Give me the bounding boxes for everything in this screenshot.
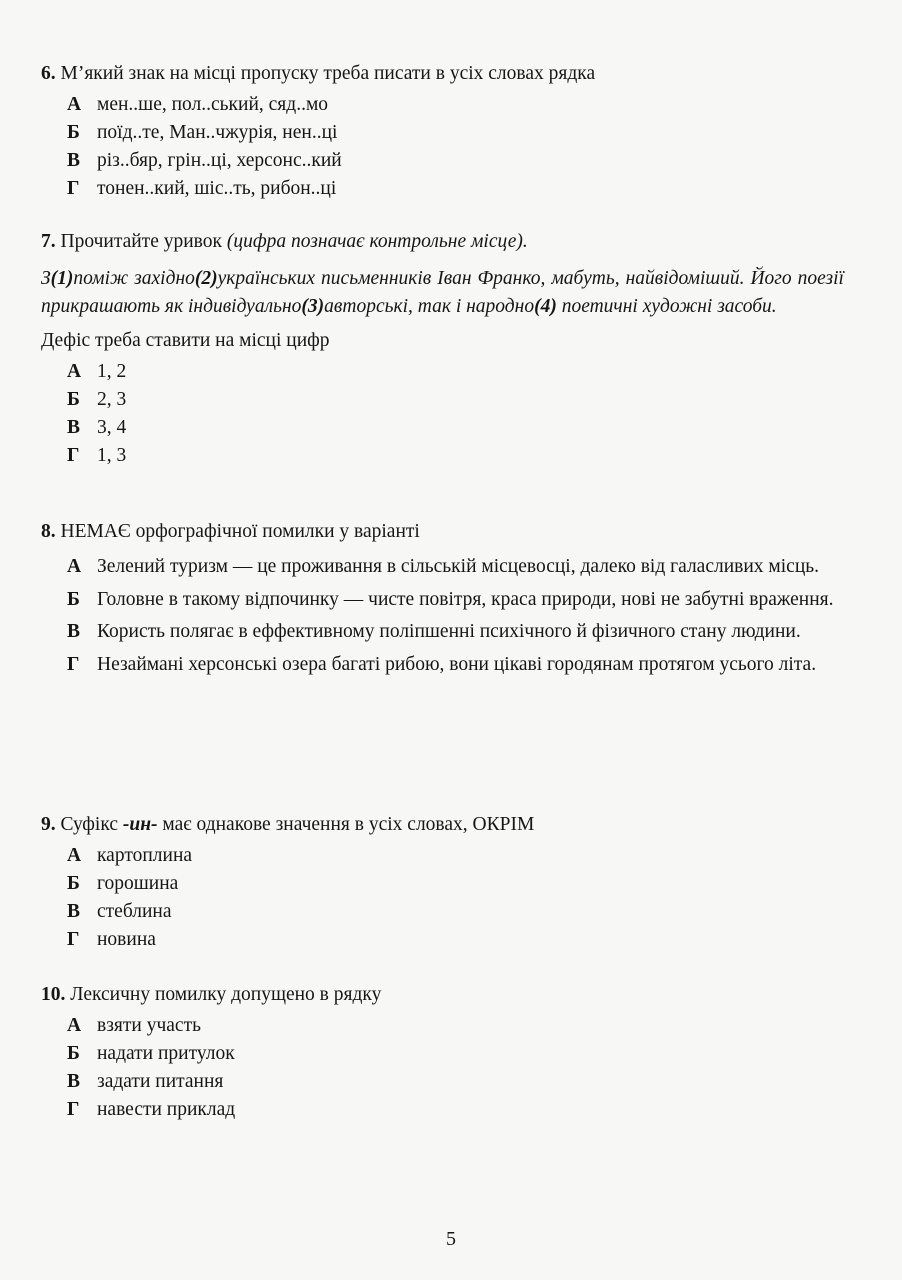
option-text: 1, 3	[97, 445, 127, 466]
question-title	[41, 982, 844, 1008]
option-h	[41, 1096, 844, 1124]
passage-text: авторські, так і народно	[324, 295, 535, 317]
option-letter: Б	[67, 1043, 80, 1064]
question-number: 9.	[41, 814, 56, 835]
option-letter: Б	[67, 873, 80, 894]
option-h	[41, 442, 844, 470]
question-title	[41, 812, 844, 838]
passage-text: З	[41, 268, 51, 289]
option-letter: В	[67, 150, 81, 171]
option-h	[41, 653, 844, 678]
option-letter: А	[67, 556, 82, 577]
question-note: (цифра позначає контрольне місце).	[226, 231, 528, 252]
option-a	[41, 555, 844, 580]
option-letter: Б	[67, 122, 80, 143]
option-a	[41, 358, 844, 386]
option-text: горошина	[97, 873, 179, 894]
passage-text: поетичні художні засоби.	[556, 295, 777, 317]
page-number: 5	[446, 1228, 456, 1250]
option-letter: В	[67, 901, 81, 922]
option-text: Головне в такому відпочинку — чисте повітря, краса природи, нові не забутні враження.	[97, 588, 834, 610]
option-letter: Г	[67, 1099, 80, 1120]
option-text: надати притулок	[97, 1043, 235, 1064]
option-text: 1, 2	[97, 361, 127, 382]
question-text: НЕМАЄ орфографічної помилки у варіанті	[60, 521, 420, 542]
option-v	[41, 898, 844, 926]
option-h	[41, 175, 844, 203]
option-text: 2, 3	[97, 389, 127, 410]
option-b	[41, 588, 844, 613]
question-title	[41, 229, 844, 255]
option-text: Зелений туризм — це проживання в сільській місцевосці, далеко від галасливих місць.	[97, 556, 820, 577]
option-letter: А	[67, 94, 82, 115]
option-a	[41, 1012, 844, 1040]
question-number: 7.	[41, 231, 56, 252]
option-b	[41, 119, 844, 147]
question-text-before: Суфікс	[60, 814, 123, 835]
option-text: мен..ше, пол..ський, сяд..мо	[97, 94, 329, 115]
passage	[41, 265, 844, 320]
passage-marker: (3)	[301, 295, 325, 317]
option-text: картоплина	[97, 845, 193, 866]
option-b	[41, 1040, 844, 1068]
option-text: стеблина	[97, 901, 172, 922]
option-text: задати питання	[97, 1071, 224, 1092]
suffix: -ин-	[122, 814, 158, 835]
option-v	[41, 620, 844, 645]
question-10	[41, 982, 844, 1124]
question-text: М’який знак на місці пропуску треба писати в усіх словах рядка	[60, 63, 596, 84]
option-text: різ..бяр, грін..ці, херсонс..кий	[97, 150, 342, 171]
option-letter: Б	[67, 588, 80, 610]
option-v	[41, 147, 844, 175]
question-number: 10.	[41, 984, 66, 1005]
option-letter: В	[67, 1071, 81, 1092]
option-text: поїд..те, Ман..чжурія, нен..ці	[97, 122, 338, 143]
option-letter: А	[67, 1015, 82, 1036]
option-a	[41, 91, 844, 119]
option-v	[41, 414, 844, 442]
option-text: взяти участь	[97, 1015, 201, 1036]
option-a	[41, 842, 844, 870]
question-8	[41, 519, 844, 685]
option-b	[41, 386, 844, 414]
option-v	[41, 1068, 844, 1096]
question-lead: Дефіс треба ставити на місці цифр	[41, 330, 330, 351]
question-title	[41, 519, 844, 545]
question-text: Лексичну помилку допущено в рядку	[70, 984, 382, 1005]
question-title	[41, 61, 844, 87]
passage-text: поміж західно	[73, 268, 195, 289]
option-letter: Г	[67, 929, 80, 950]
option-text: Незаймані херсонські озера багаті рибою, вони цікаві городянам протягом усього літа.	[97, 653, 817, 675]
option-text: тонен..кий, шіс..ть, рибон..ці	[97, 178, 337, 199]
option-letter: В	[67, 417, 81, 438]
option-letter: А	[67, 845, 82, 866]
question-number: 8.	[41, 521, 56, 542]
question-text-after: має однакове значення в усіх словах, ОКРІМ	[157, 814, 535, 835]
question-number: 6.	[41, 63, 56, 84]
option-b	[41, 870, 844, 898]
option-letter: Г	[67, 178, 80, 199]
passage-marker: (2)	[194, 268, 218, 289]
option-text: новина	[97, 929, 156, 950]
passage-marker: (4)	[534, 295, 557, 317]
option-h	[41, 926, 844, 954]
question-text: Прочитайте уривок	[60, 231, 222, 252]
question-6	[41, 61, 844, 203]
question-7	[41, 229, 844, 470]
question-9	[41, 812, 844, 954]
passage-text: українських письменників Іван Франко, мабуть, найвідоміший. Його поезії прикрашають як індивідуально	[41, 268, 844, 317]
option-text: Користь полягає в еффективному поліпшенні психічного й фізичного стану людини.	[97, 621, 801, 642]
option-letter: А	[67, 361, 82, 382]
option-letter: Б	[67, 389, 80, 410]
option-text: 3, 4	[97, 417, 127, 438]
option-text: навести приклад	[97, 1099, 236, 1120]
passage-marker: (1)	[50, 268, 74, 289]
option-letter: В	[67, 621, 81, 642]
option-letter: Г	[67, 445, 80, 466]
option-letter: Г	[67, 653, 80, 675]
